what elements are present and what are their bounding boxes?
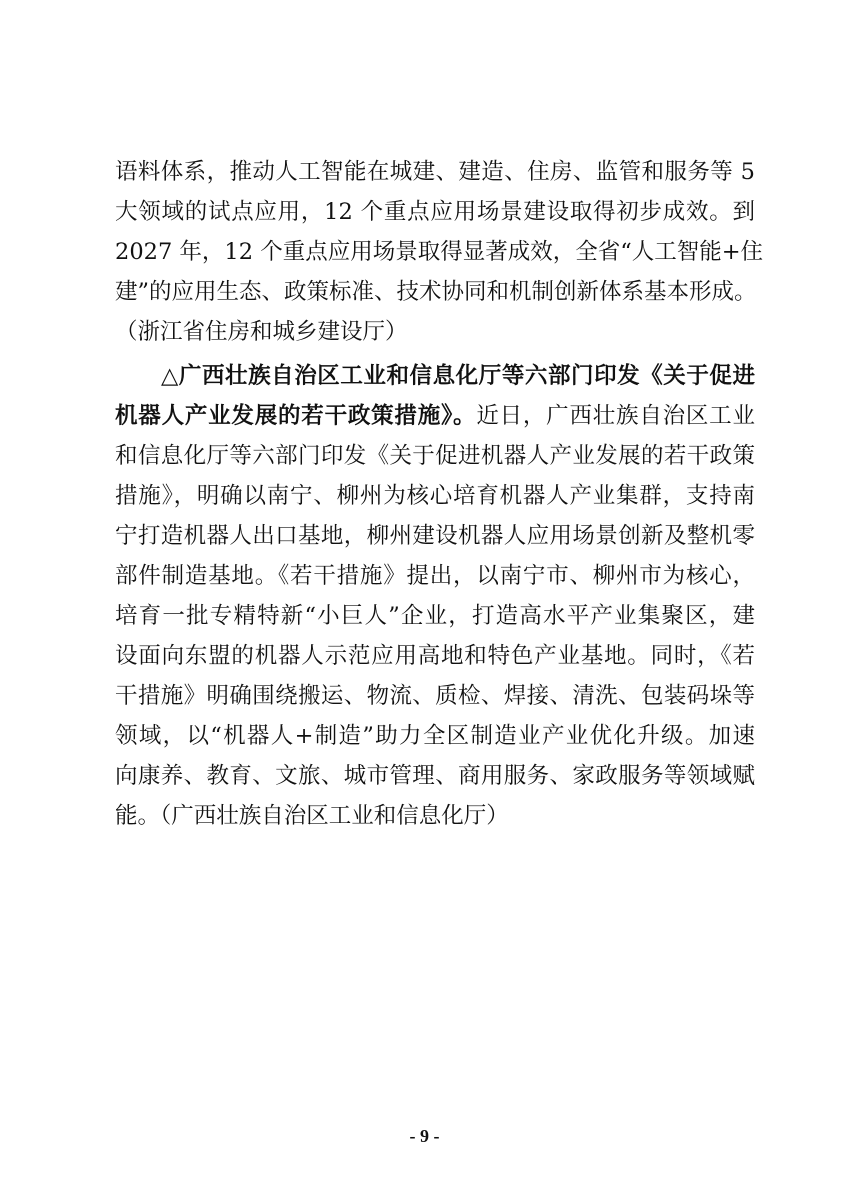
text-line: 向康养、教育、文旅、城市管理、商用服务、家政服务等领域赋 (115, 763, 755, 789)
news-heading-part2: 机器人产业发展的若干政策措施》。 (115, 403, 477, 429)
text-line-source: 能。（广西壮族自治区工业和信息化厅） (115, 803, 509, 829)
text-line: 和信息化厅等六部门印发《关于促进机器人产业发展的若干政策 (115, 443, 755, 469)
text-line: 建”的应用生态、政策标准、技术协同和机制创新体系基本形成。 (115, 279, 757, 305)
page-number: - 9 - (409, 1126, 440, 1146)
heading-line (115, 396, 755, 436)
text-line: 措施》，明确以南宁、柳州为核心培育机器人产业集群，支持南 (115, 483, 755, 509)
text-line: 设面向东盟的机器人示范应用高地和特色产业基地。同时，《若 (115, 643, 755, 669)
text-line: 2027 年，12 个重点应用场景取得显著成效，全省“人工智能+住 (115, 239, 764, 265)
heading-line (115, 356, 755, 396)
text-line: 干措施》明确围绕搬运、物流、质检、焊接、清洗、包装码垛等 (115, 683, 755, 709)
paragraph-guangxi (115, 356, 755, 836)
text-line: 宁打造机器人出口基地，柳州建设机器人应用场景创新及整机零 (115, 523, 755, 549)
document-body (115, 152, 764, 836)
text-line-source: （浙江省住房和城乡建设厅） (115, 319, 408, 345)
news-heading-part1: △广西壮族自治区工业和信息化厅等六部门印发《关于促进 (161, 363, 755, 389)
text-line: 语料体系，推动人工智能在城建、建造、住房、监管和服务等 5 (115, 159, 755, 185)
text-line: 培育一批专精特新“小巨人”企业，打造高水平产业集聚区，建 (115, 603, 755, 629)
text-line: 领域，以“机器人+制造”助力全区制造业产业优化升级。加速 (115, 723, 755, 749)
text-line: 部件制造基地。《若干措施》提出，以南宁市、柳州市为核心， (115, 563, 755, 589)
text-segment: 近日，广西壮族自治区工业 (476, 403, 755, 429)
paragraph-zhejiang (115, 152, 764, 352)
text-line: 大领域的试点应用，12 个重点应用场景建设取得初步成效。到 (115, 199, 755, 225)
